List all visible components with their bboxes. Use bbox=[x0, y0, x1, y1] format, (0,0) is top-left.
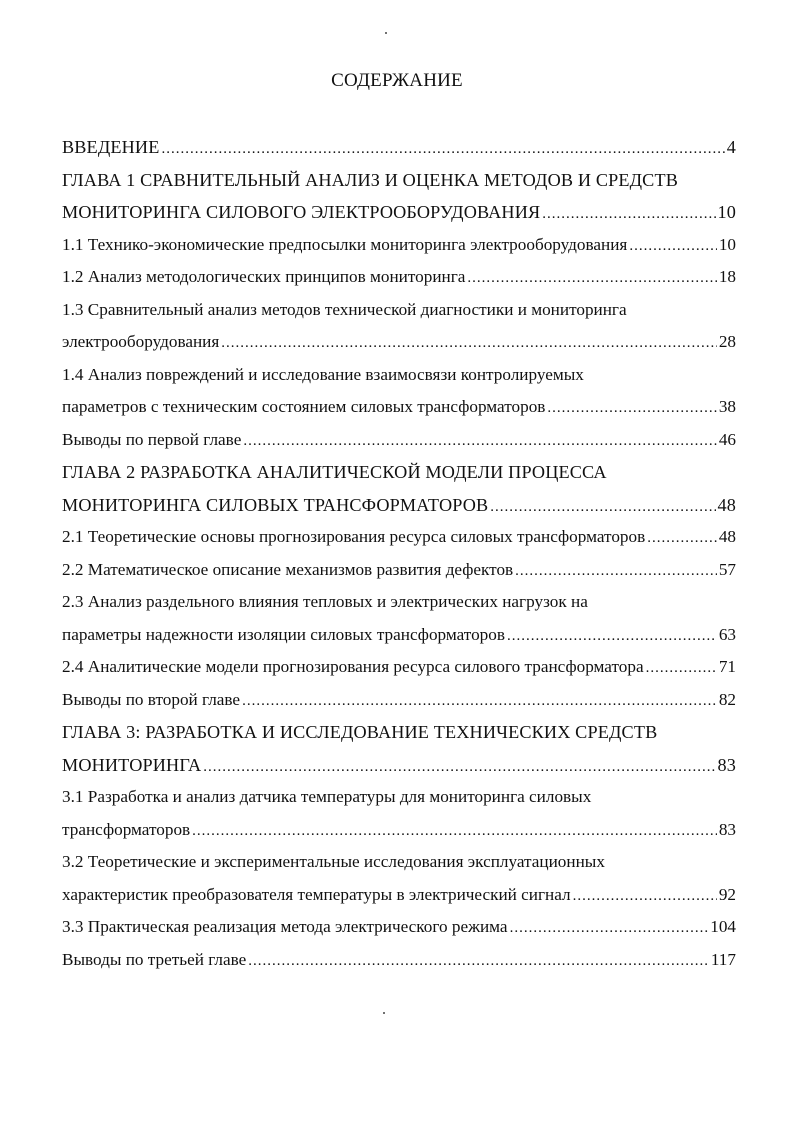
toc-entry-text: характеристик преобразователя температуры в электрический сигнал bbox=[62, 884, 571, 904]
dot-leader bbox=[490, 491, 715, 522]
toc-entry-line bbox=[62, 911, 736, 944]
dot-leader bbox=[248, 945, 709, 977]
toc-page-number: 117 bbox=[710, 949, 736, 969]
toc-entry-line bbox=[62, 131, 736, 164]
toc-page-number: 104 bbox=[710, 917, 736, 936]
toc-entry bbox=[62, 164, 736, 229]
toc-entry-text: параметров с техническим состоянием силовых трансформаторов bbox=[62, 397, 546, 416]
dot-leader bbox=[203, 751, 715, 782]
toc-page-number: 92 bbox=[718, 884, 736, 904]
toc-entry-text: ГЛАВА 1 СРАВНИТЕЛЬНЫЙ АНАЛИЗ И ОЦЕНКА МЕТОДОВ И СРЕДСТВ bbox=[62, 169, 679, 190]
toc-page-number: 10 bbox=[717, 202, 736, 222]
toc-entry-text: 2.1 Теоретические основы прогнозирования ресурса силовых трансформаторов bbox=[62, 527, 646, 546]
page-title: СОДЕРЖАНИЕ bbox=[331, 70, 463, 91]
toc-entry-text: электрооборудования bbox=[62, 332, 220, 351]
toc-entry-line bbox=[62, 651, 736, 684]
dot-leader bbox=[629, 230, 716, 262]
toc-entry bbox=[62, 359, 736, 424]
toc-page-number: 38 bbox=[718, 397, 736, 416]
toc-entry-text: 1.3 Сравнительный анализ методов технической диагностики и мониторинга bbox=[62, 299, 627, 319]
dot-leader bbox=[161, 133, 724, 164]
toc-entry-line bbox=[62, 489, 736, 522]
dot-leader bbox=[221, 327, 717, 359]
toc-page-number: 83 bbox=[717, 754, 736, 775]
toc-entry bbox=[62, 911, 736, 944]
toc-entry-line bbox=[62, 229, 736, 262]
toc-page-number: 48 bbox=[717, 494, 736, 515]
toc-entry-line bbox=[62, 424, 736, 457]
toc-page-number: 71 bbox=[718, 657, 736, 676]
toc-entry-text: 1.2 Анализ методологических принципов мониторинга bbox=[62, 267, 466, 286]
dot-leader bbox=[547, 392, 716, 424]
dot-leader bbox=[542, 198, 715, 229]
toc-entry-text: ВВЕДЕНИЕ bbox=[62, 137, 160, 157]
toc-entry-line bbox=[62, 326, 736, 359]
dot-leader bbox=[515, 555, 717, 587]
toc-entry-line bbox=[62, 684, 736, 717]
dot-leader bbox=[242, 685, 717, 717]
toc-entry-text: ГЛАВА 2 РАЗРАБОТКА АНАЛИТИЧЕСКОЙ МОДЕЛИ ПРОЦЕССА bbox=[62, 462, 607, 482]
toc-page-number: 82 bbox=[718, 689, 736, 709]
toc-entry bbox=[62, 261, 736, 294]
toc-page-number: 83 bbox=[718, 819, 736, 839]
toc-entry bbox=[62, 586, 736, 651]
table-of-contents bbox=[62, 131, 736, 976]
toc-entry bbox=[62, 521, 736, 554]
toc-entry-line bbox=[62, 196, 736, 229]
dot-leader bbox=[647, 522, 717, 554]
toc-page-number: 63 bbox=[718, 624, 736, 644]
toc-entry bbox=[62, 781, 736, 846]
toc-entry-line bbox=[62, 879, 736, 912]
dot-leader bbox=[243, 425, 716, 457]
toc-entry-text: 2.3 Анализ раздельного влияния тепловых и электрических нагрузок на bbox=[62, 592, 588, 611]
toc-entry-line bbox=[62, 944, 736, 977]
toc-page-number: 57 bbox=[718, 559, 736, 579]
toc-entry bbox=[62, 651, 736, 684]
toc-entry bbox=[62, 716, 736, 781]
toc-entry-line bbox=[62, 814, 736, 847]
toc-entry-text: Выводы по первой главе bbox=[62, 429, 242, 449]
toc-page-number: 10 bbox=[718, 234, 736, 254]
scan-speck bbox=[385, 32, 387, 34]
toc-entry bbox=[62, 229, 736, 262]
toc-page-number: 4 bbox=[726, 137, 736, 157]
toc-entry-line bbox=[62, 619, 736, 652]
toc-page-number: 48 bbox=[718, 527, 736, 546]
toc-entry bbox=[62, 846, 736, 911]
toc-entry bbox=[62, 944, 736, 977]
toc-entry-line bbox=[62, 554, 736, 587]
toc-entry-line bbox=[62, 521, 736, 554]
dot-leader bbox=[467, 262, 716, 294]
toc-entry bbox=[62, 456, 736, 521]
toc-entry bbox=[62, 294, 736, 359]
dot-leader bbox=[573, 880, 717, 912]
toc-entry bbox=[62, 131, 736, 164]
toc-entry-text: трансформаторов bbox=[62, 819, 191, 839]
toc-page-number: 18 bbox=[718, 267, 736, 286]
toc-entry-text: 3.2 Теоретические и экспериментальные исследования эксплуатационных bbox=[62, 852, 605, 871]
toc-entry-text: 2.2 Математическое описание механизмов развития дефектов bbox=[62, 559, 514, 579]
toc-entry-text: МОНИТОРИНГА СИЛОВЫХ ТРАНСФОРМАТОРОВ bbox=[62, 494, 489, 515]
toc-entry-text: параметры надежности изоляции силовых трансформаторов bbox=[62, 624, 505, 644]
toc-entry-line bbox=[62, 261, 736, 294]
toc-entry-text: ГЛАВА 3: РАЗРАБОТКА И ИССЛЕДОВАНИЕ ТЕХНИЧЕСКИХ СРЕДСТВ bbox=[62, 722, 658, 742]
toc-entry-line bbox=[62, 749, 736, 782]
toc-entry-text: МОНИТОРИНГА СИЛОВОГО ЭЛЕКТРООБОРУДОВАНИЯ bbox=[62, 202, 541, 222]
dot-leader bbox=[510, 912, 709, 944]
toc-entry-text: Выводы по второй главе bbox=[62, 689, 241, 709]
toc-entry-text: 2.4 Аналитические модели прогнозирования ресурса силового трансформатора bbox=[62, 657, 644, 676]
toc-page-number: 28 bbox=[718, 332, 736, 351]
toc-entry bbox=[62, 424, 736, 457]
toc-entry-line bbox=[62, 391, 736, 424]
dot-leader bbox=[192, 815, 717, 847]
toc-page-number: 46 bbox=[718, 429, 736, 449]
toc-entry bbox=[62, 684, 736, 717]
toc-entry bbox=[62, 554, 736, 587]
dot-leader bbox=[646, 652, 717, 684]
toc-entry-text: Выводы по третьей главе bbox=[62, 949, 247, 969]
toc-entry-text: 1.1 Технико-экономические предпосылки мониторинга электрооборудования bbox=[62, 234, 628, 254]
toc-entry-text: 3.3 Практическая реализация метода электрического режима bbox=[62, 917, 508, 936]
scan-speck bbox=[383, 1012, 385, 1014]
toc-entry-text: 3.1 Разработка и анализ датчика температуры для мониторинга силовых bbox=[62, 787, 592, 806]
dot-leader bbox=[507, 620, 717, 652]
toc-entry-text: 1.4 Анализ повреждений и исследование взаимосвязи контролируемых bbox=[62, 364, 584, 384]
toc-entry-text: МОНИТОРИНГА bbox=[62, 754, 202, 775]
